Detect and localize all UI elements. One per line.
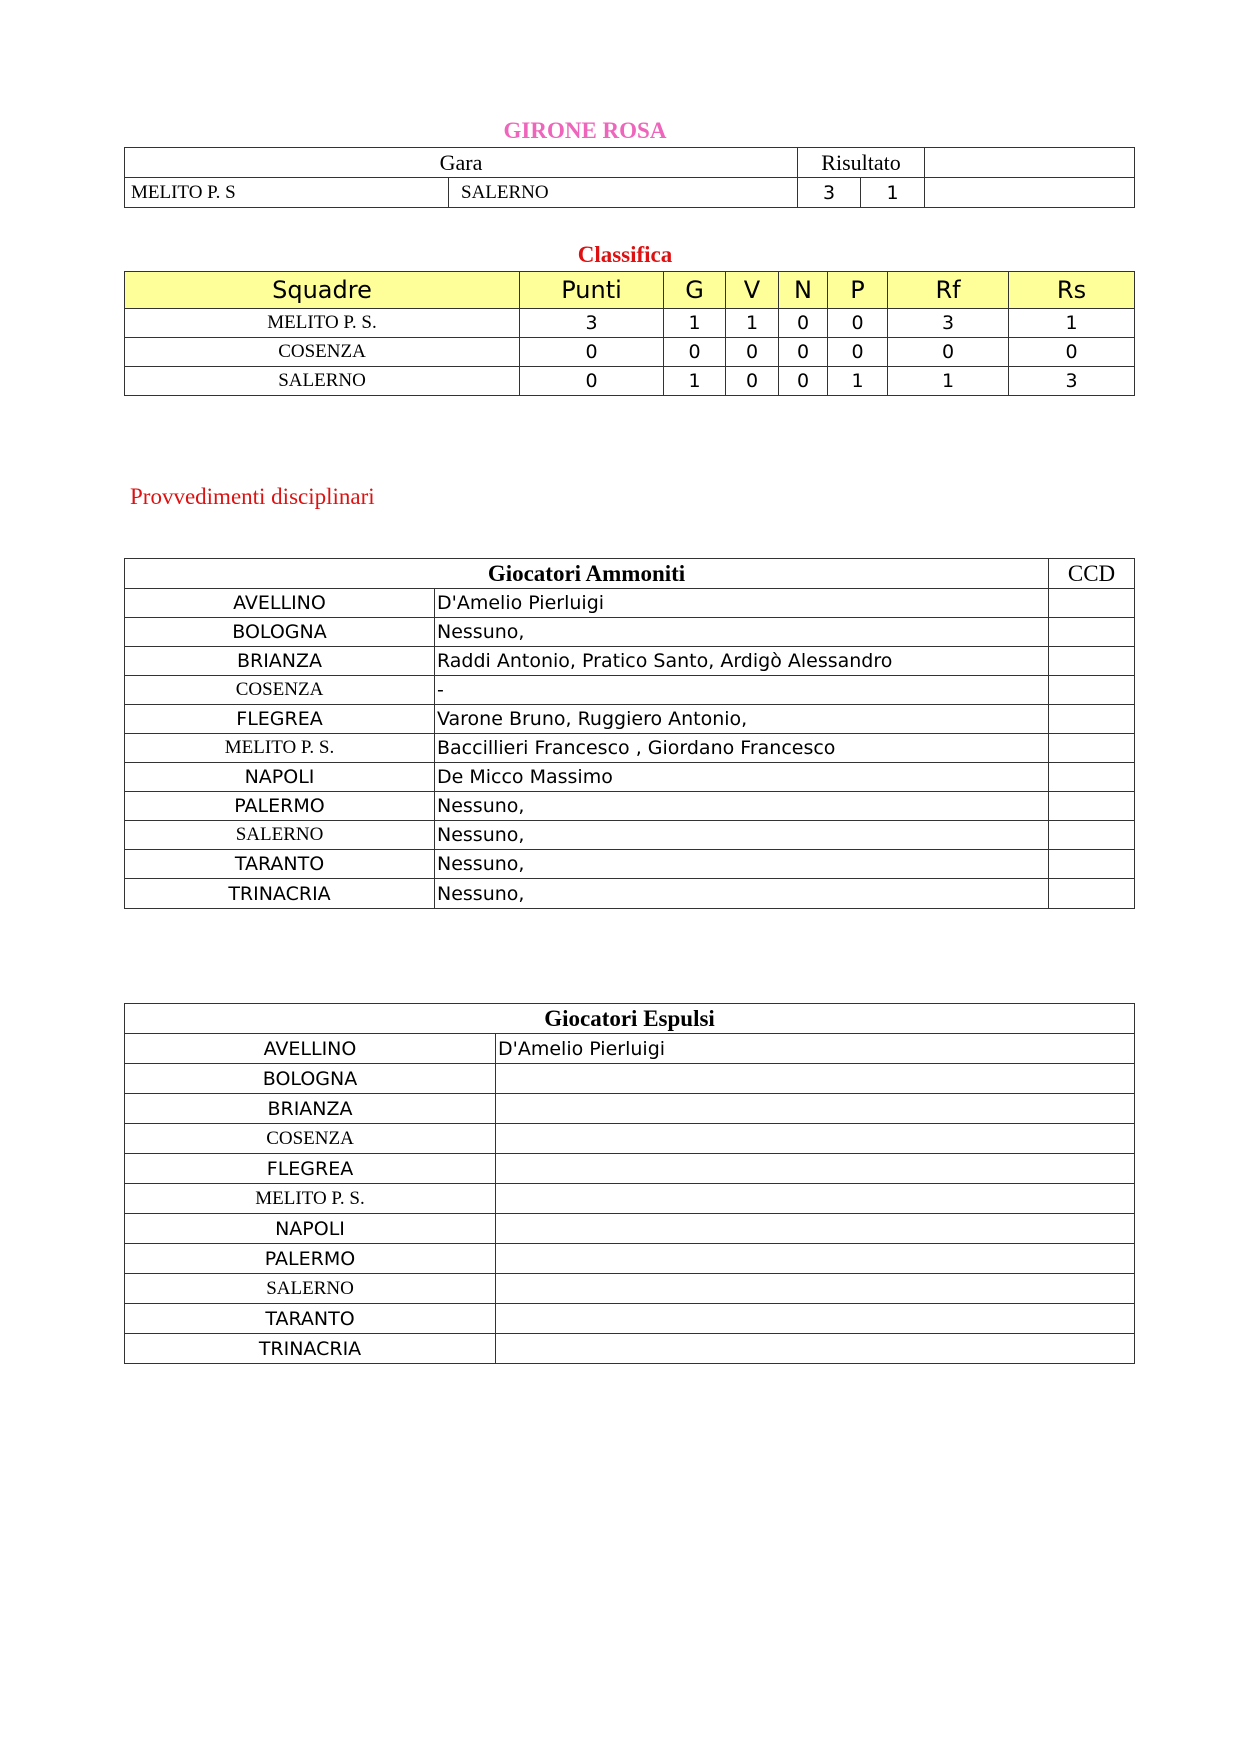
team-name: NAPOLI: [125, 1214, 496, 1244]
punti-value: 3: [520, 309, 664, 338]
gara-header: Gara: [125, 148, 798, 178]
header-p: P: [828, 272, 888, 309]
table-row: [125, 1214, 1135, 1244]
g-value: 1: [664, 309, 726, 338]
players-cell: Baccillieri Francesco , Giordano Francesco: [435, 734, 1049, 763]
p-value: 0: [828, 338, 888, 367]
espulsi-header-row: [125, 1004, 1135, 1034]
team-name: AVELLINO: [125, 589, 435, 618]
players-cell: Nessuno,: [435, 618, 1049, 647]
table-row: [125, 879, 1135, 909]
table-row: [125, 1274, 1135, 1304]
header-g: G: [664, 272, 726, 309]
ammoniti-title: Giocatori Ammoniti: [125, 559, 1049, 589]
players-cell: Nessuno,: [435, 879, 1049, 909]
players-cell: Varone Bruno, Ruggiero Antonio,: [435, 705, 1049, 734]
risultato-header: Risultato: [798, 148, 925, 178]
team-name: COSENZA: [125, 676, 435, 705]
team-name: COSENZA: [125, 338, 520, 367]
team-name: PALERMO: [125, 792, 435, 821]
table-row: [125, 1094, 1135, 1124]
team-name: FLEGREA: [125, 705, 435, 734]
table-row: [125, 618, 1135, 647]
table-row: [125, 850, 1135, 879]
team-name: NAPOLI: [125, 763, 435, 792]
team-name: COSENZA: [125, 1124, 496, 1154]
players-cell: [496, 1094, 1135, 1124]
gara-empty-header: [925, 148, 1135, 178]
team-name: MELITO P. S.: [125, 734, 435, 763]
punti-value: 0: [520, 367, 664, 396]
team-name: AVELLINO: [125, 1034, 496, 1064]
team-name: SALERNO: [125, 367, 520, 396]
n-value: 0: [779, 367, 828, 396]
provvedimenti-title: Provvedimenti disciplinari: [130, 484, 375, 509]
table-row: [125, 734, 1135, 763]
players-cell: [496, 1184, 1135, 1214]
gara-row: [125, 178, 1135, 208]
ammoniti-table: [124, 558, 1135, 909]
v-value: 1: [726, 309, 779, 338]
table-row: [125, 589, 1135, 618]
table-row: [125, 647, 1135, 676]
table-row: [125, 1124, 1135, 1154]
players-cell: [496, 1124, 1135, 1154]
team-name: BRIANZA: [125, 647, 435, 676]
ccd-cell: [1049, 734, 1135, 763]
players-cell: D'Amelio Pierluigi: [435, 589, 1049, 618]
team-name: TARANTO: [125, 1304, 496, 1334]
players-cell: Nessuno,: [435, 850, 1049, 879]
g-value: 1: [664, 367, 726, 396]
table-row: [125, 676, 1135, 705]
table-row: [125, 705, 1135, 734]
table-row: [125, 1154, 1135, 1184]
players-cell: [496, 1304, 1135, 1334]
header-rs: Rs: [1009, 272, 1135, 309]
classifica-title: Classifica: [577, 242, 673, 267]
table-row: [125, 1064, 1135, 1094]
header-v: V: [726, 272, 779, 309]
v-value: 0: [726, 338, 779, 367]
team-name: SALERNO: [125, 821, 435, 850]
players-cell: Raddi Antonio, Pratico Santo, Ardigò Alessandro: [435, 647, 1049, 676]
team-name: TRINACRIA: [125, 879, 435, 909]
away-team: SALERNO: [449, 178, 798, 208]
players-cell: Nessuno,: [435, 821, 1049, 850]
ccd-cell: [1049, 821, 1135, 850]
table-row: [125, 1244, 1135, 1274]
espulsi-table: [124, 1003, 1135, 1364]
ammoniti-header-row: [125, 559, 1135, 589]
p-value: 1: [828, 367, 888, 396]
ccd-cell: [1049, 850, 1135, 879]
classifica-table: [124, 271, 1135, 396]
players-cell: De Micco Massimo: [435, 763, 1049, 792]
ccd-cell: [1049, 763, 1135, 792]
table-row: [125, 1034, 1135, 1064]
rs-value: 3: [1009, 367, 1135, 396]
girone-title: GIRONE ROSA: [503, 118, 667, 143]
espulsi-title: Giocatori Espulsi: [125, 1004, 1135, 1034]
players-cell: D'Amelio Pierluigi: [496, 1034, 1135, 1064]
team-name: BRIANZA: [125, 1094, 496, 1124]
team-name: MELITO P. S.: [125, 1184, 496, 1214]
g-value: 0: [664, 338, 726, 367]
table-row: [125, 367, 1135, 396]
header-n: N: [779, 272, 828, 309]
table-row: [125, 309, 1135, 338]
rs-value: 1: [1009, 309, 1135, 338]
rf-value: 1: [888, 367, 1009, 396]
table-row: [125, 1334, 1135, 1364]
ccd-cell: [1049, 618, 1135, 647]
ccd-cell: [1049, 676, 1135, 705]
gara-empty-cell: [925, 178, 1135, 208]
n-value: 0: [779, 309, 828, 338]
team-name: MELITO P. S.: [125, 309, 520, 338]
table-row: [125, 1184, 1135, 1214]
header-punti: Punti: [520, 272, 664, 309]
ccd-header: CCD: [1049, 559, 1135, 589]
players-cell: Nessuno,: [435, 792, 1049, 821]
ccd-cell: [1049, 792, 1135, 821]
team-name: BOLOGNA: [125, 618, 435, 647]
ccd-cell: [1049, 705, 1135, 734]
punti-value: 0: [520, 338, 664, 367]
table-row: [125, 338, 1135, 367]
players-cell: [496, 1064, 1135, 1094]
team-name: PALERMO: [125, 1244, 496, 1274]
ccd-cell: [1049, 647, 1135, 676]
players-cell: -: [435, 676, 1049, 705]
players-cell: [496, 1214, 1135, 1244]
team-name: FLEGREA: [125, 1154, 496, 1184]
rf-value: 3: [888, 309, 1009, 338]
ccd-cell: [1049, 589, 1135, 618]
players-cell: [496, 1334, 1135, 1364]
v-value: 0: [726, 367, 779, 396]
players-cell: [496, 1244, 1135, 1274]
team-name: SALERNO: [125, 1274, 496, 1304]
classifica-header-row: [125, 272, 1135, 309]
team-name: TARANTO: [125, 850, 435, 879]
table-row: [125, 763, 1135, 792]
team-name: BOLOGNA: [125, 1064, 496, 1094]
header-rf: Rf: [888, 272, 1009, 309]
p-value: 0: [828, 309, 888, 338]
team-name: TRINACRIA: [125, 1334, 496, 1364]
rf-value: 0: [888, 338, 1009, 367]
gara-table: [124, 147, 1135, 208]
score-away: 1: [861, 178, 925, 208]
players-cell: [496, 1274, 1135, 1304]
table-row: [125, 792, 1135, 821]
players-cell: [496, 1154, 1135, 1184]
table-row: [125, 821, 1135, 850]
header-squadre: Squadre: [125, 272, 520, 309]
home-team: MELITO P. S: [125, 178, 449, 208]
score-home: 3: [798, 178, 861, 208]
n-value: 0: [779, 338, 828, 367]
gara-header-row: [125, 148, 1135, 178]
rs-value: 0: [1009, 338, 1135, 367]
ccd-cell: [1049, 879, 1135, 909]
table-row: [125, 1304, 1135, 1334]
